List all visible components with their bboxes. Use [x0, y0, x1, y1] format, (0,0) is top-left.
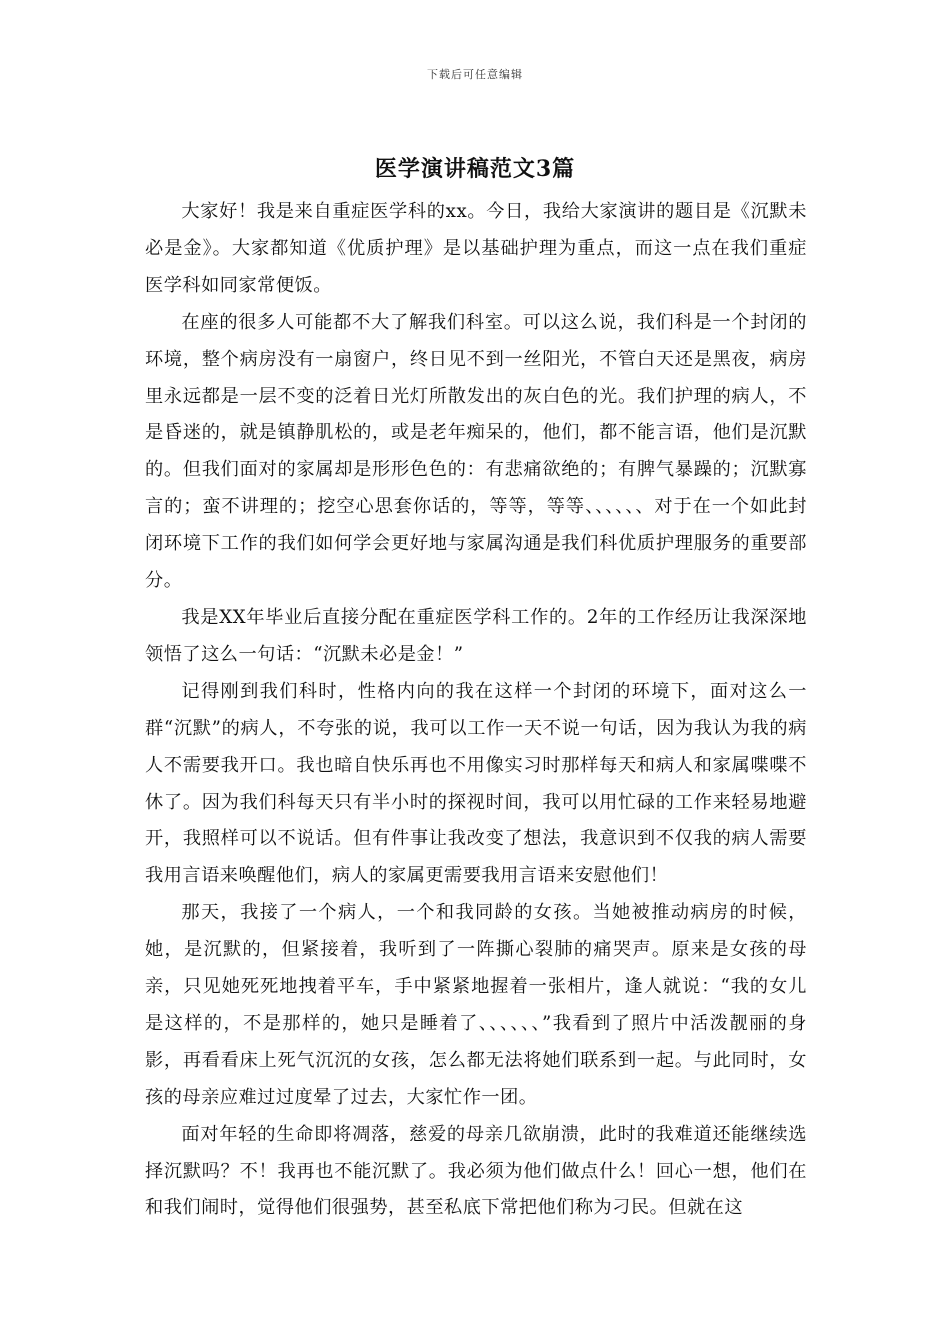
paragraph-4: 记得刚到我们科时，性格内向的我在这样一个封闭的环境下，面对这么一群“沉默”的病人，不夸张的说，我可以工作一天不说一句话，因为我认为我的病人不需要我开口。我也暗自快乐再也不用像实习时那样每天和病人和家属喋喋不休了。因为我们科每天只有半小时的探视时间，我可以用忙碌的工作来轻易地避开，我照样可以不说话。但有件事让我改变了想法，我意识到不仅我的病人需要我用言语来唤醒他们，病人的家属更需要我用言语来安慰他们！	[145, 680, 807, 887]
paragraph-5: 那天，我接了一个病人，一个和我同龄的女孩。当她被推动病房的时候，她，是沉默的，但紧接着，我听到了一阵撕心裂肺的痛哭声。原来是女孩的母亲，只见她死死地拽着平车，手中紧紧地握着一张相片，逢人就说：“我的女儿是这样的，不是那样的，她只是睡着了、、、、、、”我看到了照片中活泼靓丽的身影，再看看床上死气沉沉的女孩，怎么都无法将她们联系到一起。与此同时，女孩的母亲应难过过度晕了过去，大家忙作一团。	[145, 902, 807, 1108]
paragraph-6: 面对年轻的生命即将凋落，慈爱的母亲几欲崩溃，此时的我难道还能继续选择沉默吗？不！我再也不能沉默了。我必须为他们做点什么！回心一想，他们在和我们闹时，觉得他们很强势，甚至私底下常把他们称为刁民。但就在这	[145, 1123, 807, 1219]
header-note: 下载后可任意编辑	[427, 68, 523, 81]
paragraph-2: 在座的很多人可能都不大了解我们科室。可以这么说，我们科是一个封闭的环境，整个病房没有一扇窗户，终日见不到一丝阳光，不管白天还是黑夜，病房里永远都是一层不变的泛着日光灯所散发出的灰白色的光。我们护理的病人，不是昏迷的，就是镇静肌松的，或是老年痴呆的，他们，都不能言语，他们是沉默的。但我们面对的家属却是形形色色的：有悲痛欲绝的；有脾气暴躁的；沉默寡言的；蛮不讲理的；挖空心思套你话的，等等，等等、、、、、、对于在一个如此封闭环境下工作的我们如何学会更好地与家属沟通是我们科优质护理服务的重要部分。	[145, 311, 807, 592]
document-title: 医学演讲稿范文3篇	[374, 156, 576, 182]
document-body	[145, 194, 807, 1227]
paragraph-1: 大家好！我是来自重症医学科的xx。今日，我给大家演讲的题目是《沉默未必是金》。大家都知道《优质护理》是以基础护理为重点，而这一点在我们重症医学科如同家常便饭。	[145, 201, 807, 296]
paragraph-3: 我是XX年毕业后直接分配在重症医学科工作的。2年的工作经历让我深深地领悟了这么一句话：“沉默未必是金！”	[145, 606, 807, 665]
